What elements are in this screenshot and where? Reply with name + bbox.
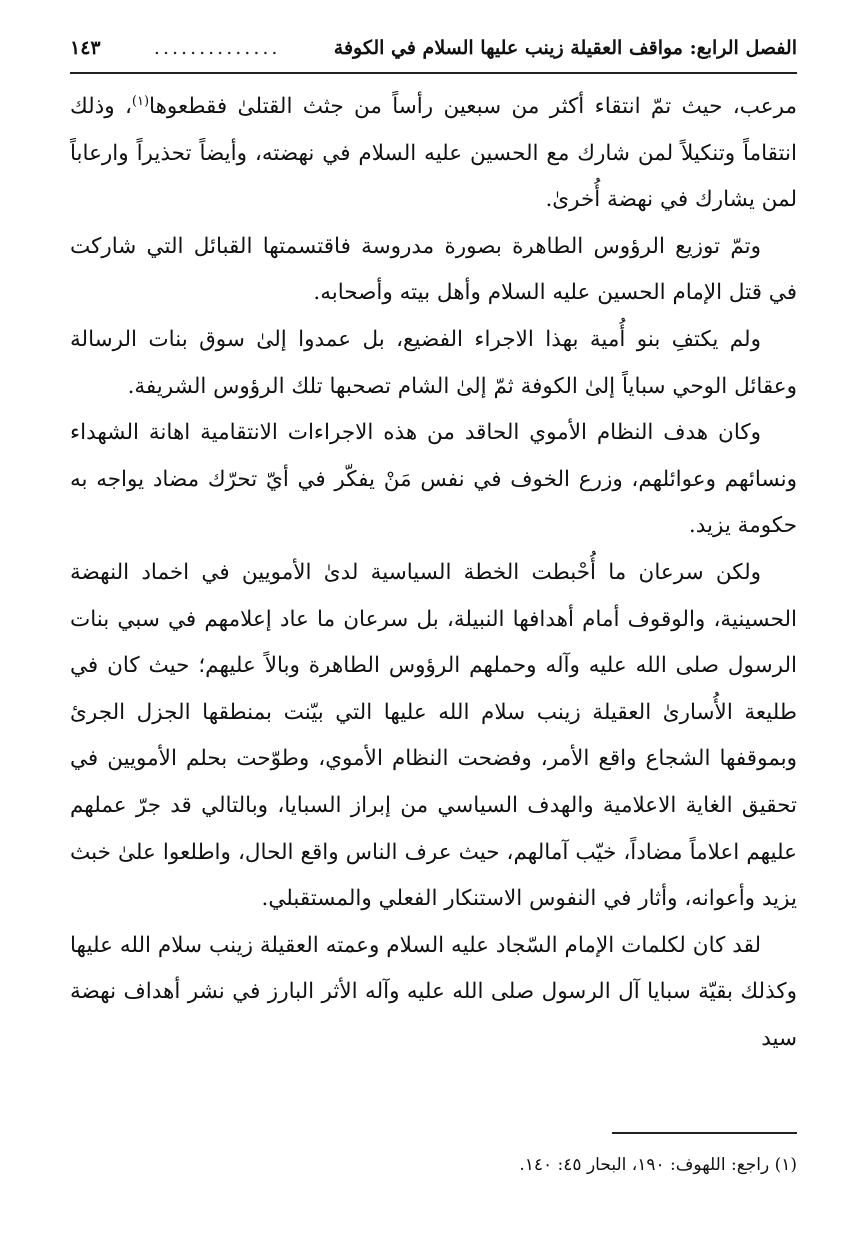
dot-leaders: .............. [153, 37, 281, 59]
paragraph-1-end: ، وذلك انتقاماً وتنكيلاً لمن شارك مع الحسين عليه السلام في نهضته، وأيضاً تحذيراً وارعاباً لمن يشارك في نهضة أُخرىٰ. [70, 94, 797, 213]
paragraph-1-start: مرعب، حيث تمّ انتقاء أكثر من سبعين رأساً من جثث القتلىٰ فقطعوها [149, 94, 797, 119]
paragraph-6: لقد كان لكلمات الإمام السّجاد عليه السلام وعمته العقيلة زينب سلام الله عليها وكذلك بقيّة سبايا آل الرسول صلى الله عليه وآله الأثر البارز في نشر أهداف نهضة سيد [70, 932, 797, 1051]
paragraph-5: ولكن سرعان ما أُحْبطت الخطة السياسية لدىٰ الأمويين في اخماد النهضة الحسينية، والوقوف أمام أهدافها النبيلة، بل سرعان ما عاد إعلامهم في سبي بنات الرسول صلى الله عليه وآله وحملهم الرؤوس الطاهرة وبالاً عليهم؛ حيث كان في طليعة الأُسارىٰ العقيلة زينب سلام الله عليها التي بيّنت بمنطقها الجزل الجرئ وبموقفها الشجاع واقع الأمر، وفضحت النظام الأموي، وطوّحت بحلم الأمويين في تحقيق الغاية الاعلامية والهدف السياسي من إبراز السبايا، وبالتالي قد جرّ عملهم عليهم اعلاماً مضاداً، خيّب آمالهم، حيث عرف الناس واقع الحال، واطلعوا علىٰ خبث يزيد وأعوانه، وأثار في النفوس الاستنكار الفعلي والمستقبلي. [70, 559, 797, 912]
paragraph-1 [70, 84, 797, 224]
chapter-title: الفصل الرابع: مواقف العقيلة زينب عليها السلام في الكوفة [333, 37, 797, 59]
footnote: (١) راجع: اللهوف: ١٩٠، البحار ٤٥: ١٤٠. [519, 1155, 797, 1175]
paragraph-3: ولم يكتفِ بنو أُمية بهذا الاجراء الفضيع، بل عمدوا إلىٰ سوق بنات الرسالة وعقائل الوحي سباياً إلىٰ الكوفة ثمّ إلىٰ الشام تصحبها تلك الرؤوس الشريفة. [70, 326, 797, 399]
page-number: ١٤٣ [70, 37, 101, 59]
footnote-reference: (١) [131, 93, 150, 109]
paragraph-4: وكان هدف النظام الأموي الحاقد من هذه الاجراءات الانتقامية اهانة الشهداء ونسائهم وعوائلهم، وزرع الخوف في نفس مَنْ يفكّر في أيّ تحرّك مضاد يواجه به حكومة يزيد. [70, 420, 797, 539]
main-text [70, 84, 797, 1062]
footnote-separator [612, 1132, 797, 1134]
header-rule [70, 72, 797, 74]
running-header [70, 28, 797, 68]
paragraph-2: وتمّ توزيع الرؤوس الطاهرة بصورة مدروسة فاقتسمتها القبائل التي شاركت في قتل الإمام الحسين عليه السلام وأهل بيته وأصحابه. [70, 233, 797, 306]
